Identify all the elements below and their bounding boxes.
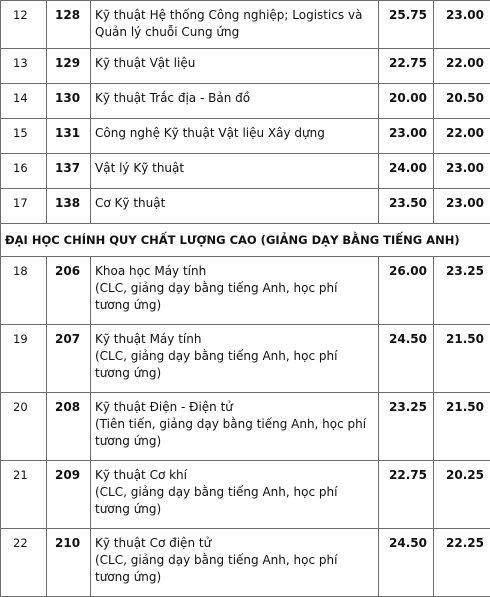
program-note: (CLC, giảng dạy bằng tiếng Anh, học phí tương ứng)	[95, 280, 374, 314]
program-name: Kỹ thuật Hệ thống Công nghiệp; Logistics và Quản lý chuỗi Cung ứng	[91, 1, 379, 49]
table-row	[1, 325, 490, 393]
program-name: Kỹ thuật Máy tính	[95, 331, 374, 348]
program-code: 210	[47, 529, 91, 597]
program-note: (CLC, giảng dạy bằng tiếng Anh, học phí tương ứng)	[95, 484, 374, 518]
program-cell	[91, 461, 379, 529]
program-code: 131	[47, 119, 91, 154]
score-2: 23.00	[434, 189, 490, 224]
table-row	[1, 529, 490, 597]
program-code: 128	[47, 1, 91, 49]
row-index: 15	[1, 119, 47, 154]
score-2: 21.50	[434, 393, 490, 461]
program-cell	[91, 257, 379, 325]
program-code: 206	[47, 257, 91, 325]
program-code: 129	[47, 49, 91, 84]
row-index: 17	[1, 189, 47, 224]
table-row	[1, 257, 490, 325]
program-name: Kỹ thuật Cơ khí	[95, 467, 374, 484]
program-code: 207	[47, 325, 91, 393]
score-2: 23.25	[434, 257, 490, 325]
program-name: Kỹ thuật Điện - Điện tử	[95, 399, 374, 416]
row-index: 21	[1, 461, 47, 529]
table-row	[1, 154, 490, 189]
row-index: 18	[1, 257, 47, 325]
score-1: 23.50	[379, 189, 434, 224]
table-row	[1, 119, 490, 154]
score-2: 22.00	[434, 49, 490, 84]
table-row	[1, 84, 490, 119]
program-name: Kỹ thuật Vật liệu	[91, 49, 379, 84]
table-row	[1, 189, 490, 224]
section-title: ĐẠI HỌC CHÍNH QUY CHẤT LƯỢNG CAO (GIẢNG DẠY BẰNG TIẾNG ANH)	[1, 224, 490, 257]
score-2: 20.25	[434, 461, 490, 529]
row-index: 20	[1, 393, 47, 461]
row-index: 19	[1, 325, 47, 393]
row-index: 14	[1, 84, 47, 119]
score-2: 22.00	[434, 119, 490, 154]
score-2: 23.00	[434, 1, 490, 49]
row-index: 13	[1, 49, 47, 84]
row-index: 16	[1, 154, 47, 189]
program-cell	[91, 393, 379, 461]
score-1: 24.00	[379, 154, 434, 189]
program-name: Kỹ thuật Cơ điện tử	[95, 535, 374, 552]
table-row	[1, 461, 490, 529]
program-code: 209	[47, 461, 91, 529]
program-note: (CLC, giảng dạy bằng tiếng Anh, học phí tương ứng)	[95, 552, 374, 586]
table-row	[1, 393, 490, 461]
row-index: 22	[1, 529, 47, 597]
score-2: 23.00	[434, 154, 490, 189]
row-index: 12	[1, 1, 47, 49]
table-row	[1, 1, 490, 49]
score-2: 21.50	[434, 325, 490, 393]
program-cell	[91, 529, 379, 597]
table-row	[1, 49, 490, 84]
program-name: Vật lý Kỹ thuật	[91, 154, 379, 189]
program-name: Cơ Kỹ thuật	[91, 189, 379, 224]
score-1: 23.00	[379, 119, 434, 154]
program-note: (CLC, giảng dạy bằng tiếng Anh, học phí tương ứng)	[95, 348, 374, 382]
score-1: 22.75	[379, 49, 434, 84]
program-code: 138	[47, 189, 91, 224]
score-1: 25.75	[379, 1, 434, 49]
score-1: 23.25	[379, 393, 434, 461]
program-name: Kỹ thuật Trắc địa - Bản đồ	[91, 84, 379, 119]
score-2: 20.50	[434, 84, 490, 119]
score-1: 26.00	[379, 257, 434, 325]
program-code: 130	[47, 84, 91, 119]
program-cell	[91, 325, 379, 393]
score-1: 24.50	[379, 325, 434, 393]
program-name: Công nghệ Kỹ thuật Vật liệu Xây dựng	[91, 119, 379, 154]
program-code: 137	[47, 154, 91, 189]
program-code: 208	[47, 393, 91, 461]
program-note: (Tiên tiến, giảng dạy bằng tiếng Anh, học phí tương ứng)	[95, 416, 374, 450]
score-1: 20.00	[379, 84, 434, 119]
score-1: 24.50	[379, 529, 434, 597]
score-1: 22.75	[379, 461, 434, 529]
score-2: 22.25	[434, 529, 490, 597]
program-name: Khoa học Máy tính	[95, 263, 374, 280]
section-header-row	[1, 224, 490, 257]
